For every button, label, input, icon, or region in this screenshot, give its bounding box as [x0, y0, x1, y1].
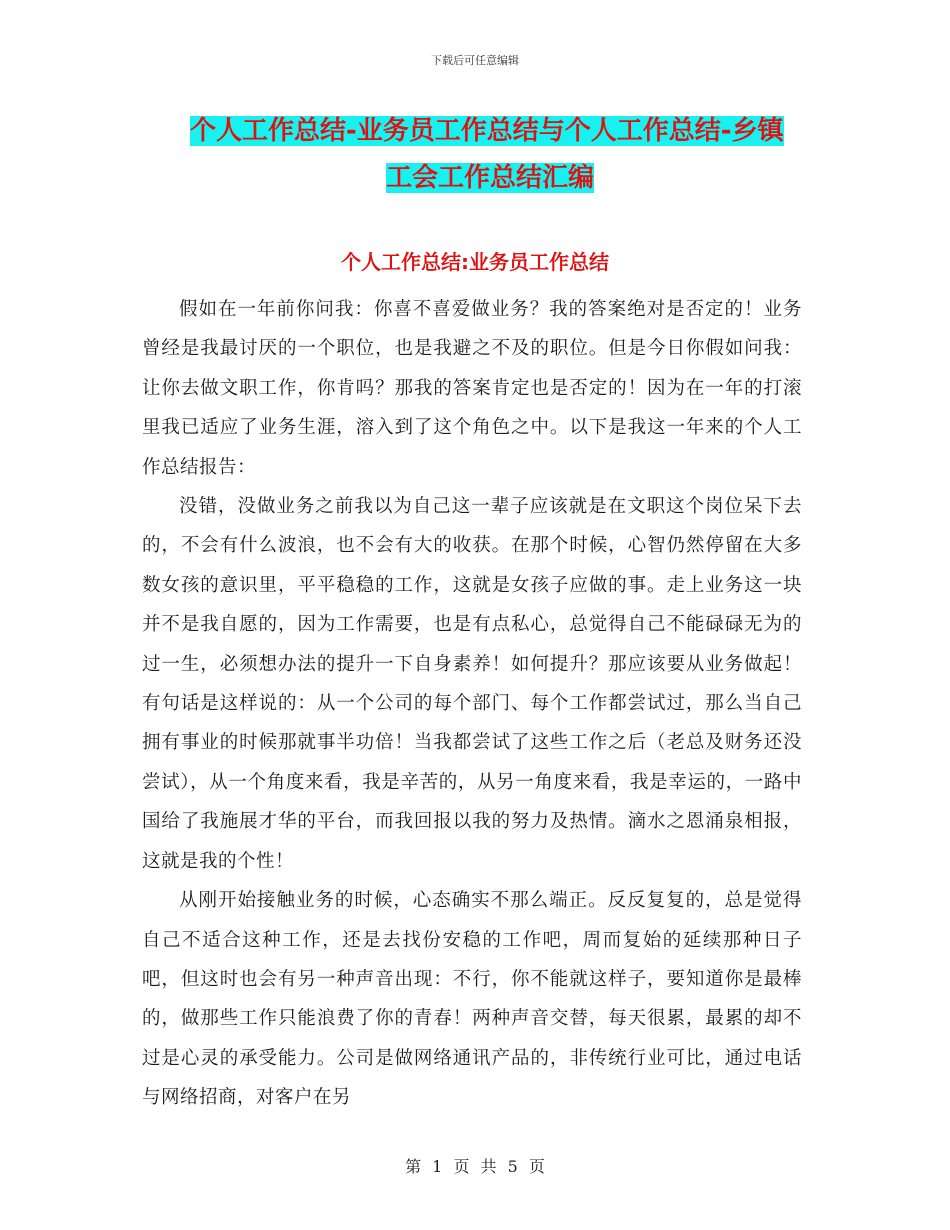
paragraph: 从刚开始接触业务的时候，心态确实不那么端正。反反复复的，总是觉得自己不适合这种工作，还是去找份安稳的工作吧，周而复始的延续那种日子吧，但这时也会有另一种声音出现：不行，你不能就这样子，要知道你是最棒的，做那些工作只能浪费了你的青春！两种声音交替，每天很累，最累的却不过是心灵的承受能力。公司是做网络通讯产品的，非传统行业可比，通过电话与网络招商，对客户在另 — [142, 890, 802, 1109]
paragraph: 假如在一年前你问我：你喜不喜爱做业务？我的答案绝对是否定的！业务曾经是我最讨厌的一个职位，也是我避之不及的职位。但是今日你假如问我：让你去做文职工作，你肯吗？那我的答案肯定也是否定的！因为在一年的打滚里我已适应了业务生涯，溶入到了这个角色之中。以下是我这一年来的个人工作总结报告： — [142, 299, 802, 478]
document-title-line2: 工会工作总结汇编 — [385, 163, 594, 193]
document-title — [190, 108, 830, 202]
section-title: 个人工作总结:业务员工作总结 — [341, 250, 609, 274]
page-header-note: 下载后可任意编辑 — [431, 54, 519, 67]
document-title-line1: 个人工作总结-业务员工作总结与个人工作总结-乡镇 — [190, 116, 784, 146]
body-text — [142, 290, 802, 1118]
paragraph: 没错，没做业务之前我以为自己这一辈子应该就是在文职这个岗位呆下去的，不会有什么波浪，也不会有大的收获。在那个时候，心智仍然停留在大多数女孩的意识里，平平稳稳的工作，这就是女孩子应做的事。走上业务这一块并不是我自愿的，因为工作需要，也是有点私心，总觉得自己不能碌碌无为的过一生，必须想办法的提升一下自身素养！如何提升？那应该要从业务做起！有句话是这样说的：从一个公司的每个部门、每个工作都尝试过，那么当自己拥有事业的时候那就事半功倍！当我都尝试了这些工作之后（老总及财务还没尝试），从一个角度来看，我是辛苦的，从另一角度来看，我是幸运的，一路中国给了我施展才华的平台，而我回报以我的努力及热情。滴水之恩涌泉相报，这就是我的个性！ — [142, 496, 802, 872]
page-footer: 第 1 页 共 5 页 — [405, 1157, 545, 1176]
